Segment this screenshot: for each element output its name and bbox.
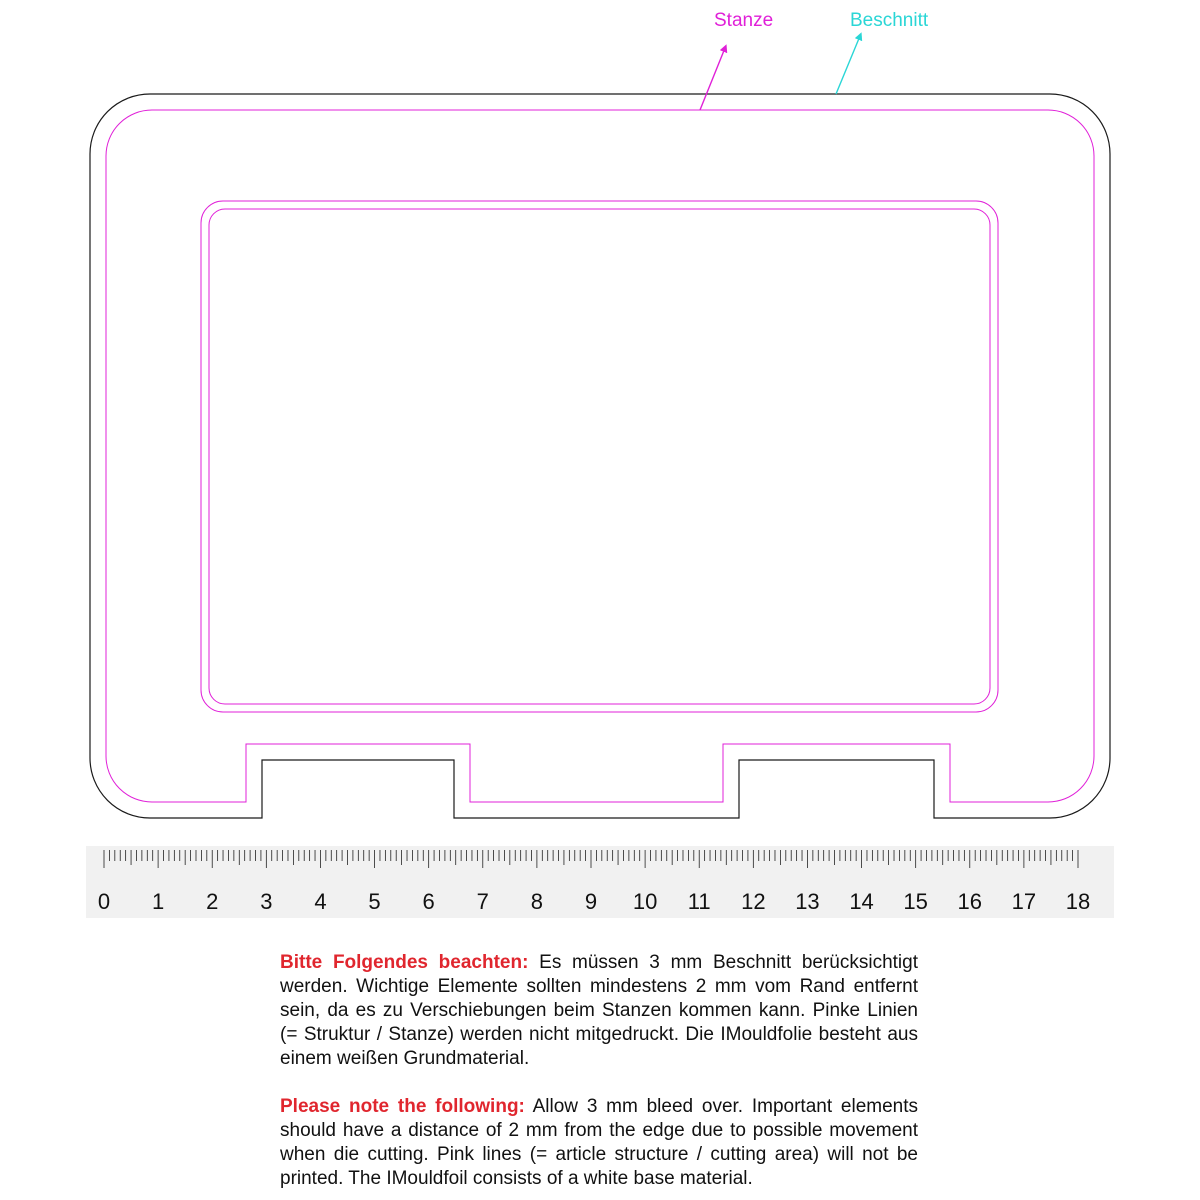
note-german-heading: Bitte Folgendes beachten: (280, 952, 529, 973)
ruler-number: 14 (849, 889, 874, 914)
ruler-number: 13 (795, 889, 820, 914)
stanze-window-outer (201, 201, 998, 712)
ruler-number: 6 (422, 889, 435, 914)
ruler-number: 0 (97, 889, 111, 914)
ruler-number: 1 (151, 889, 165, 914)
ruler-number: 3 (260, 889, 273, 914)
ruler-number: 15 (903, 889, 928, 914)
beschnitt-arrow (836, 36, 860, 94)
note-english-heading: Please note the following: (280, 1096, 525, 1117)
ruler-number: 18 (1065, 889, 1091, 914)
ruler (86, 846, 1114, 918)
beschnitt-label: Beschnitt (850, 10, 929, 31)
ruler-number: 11 (687, 889, 711, 914)
note-english-body: Allow 3 mm bleed over. Important elements should have a distance of 2 mm from the edge due to possible movement when die cutting. Pink lines (= article structure / cutting area) will not be printed. The IMouldfoil consists of a white base material. (280, 1096, 919, 1189)
stanze-outer-outline (106, 110, 1094, 802)
ruler-number: 8 (530, 889, 544, 914)
ruler-number: 10 (632, 889, 658, 914)
note-german-body: Es müssen 3 mm Beschnitt berücksichtigt werden. Wichtige Elemente sollten mindestens 2 mm vom Rand entfernt sein, da es zu Verschiebungen beim Stanzen kommen kann. Pinke Linien (= Struktur / Stanze) werden nicht mitgedruckt. Die IMouldfolie besteht aus einem weißen Grundmaterial. (280, 952, 918, 1069)
ruler-number: 5 (368, 889, 381, 914)
ruler-number: 16 (957, 889, 983, 914)
ruler-number: 9 (584, 889, 598, 914)
stanze-arrow (700, 48, 725, 110)
ruler-number: 4 (314, 889, 327, 914)
ruler-number: 7 (476, 889, 489, 914)
note-english (280, 1095, 918, 1191)
stanze-label: Stanze (714, 10, 774, 31)
note-german (280, 951, 918, 1071)
bleed-outline (90, 94, 1110, 818)
stanze-window-inner (209, 209, 990, 704)
ruler-number: 2 (206, 889, 219, 914)
ruler-number: 17 (1011, 889, 1037, 914)
ruler-number: 12 (741, 889, 766, 914)
